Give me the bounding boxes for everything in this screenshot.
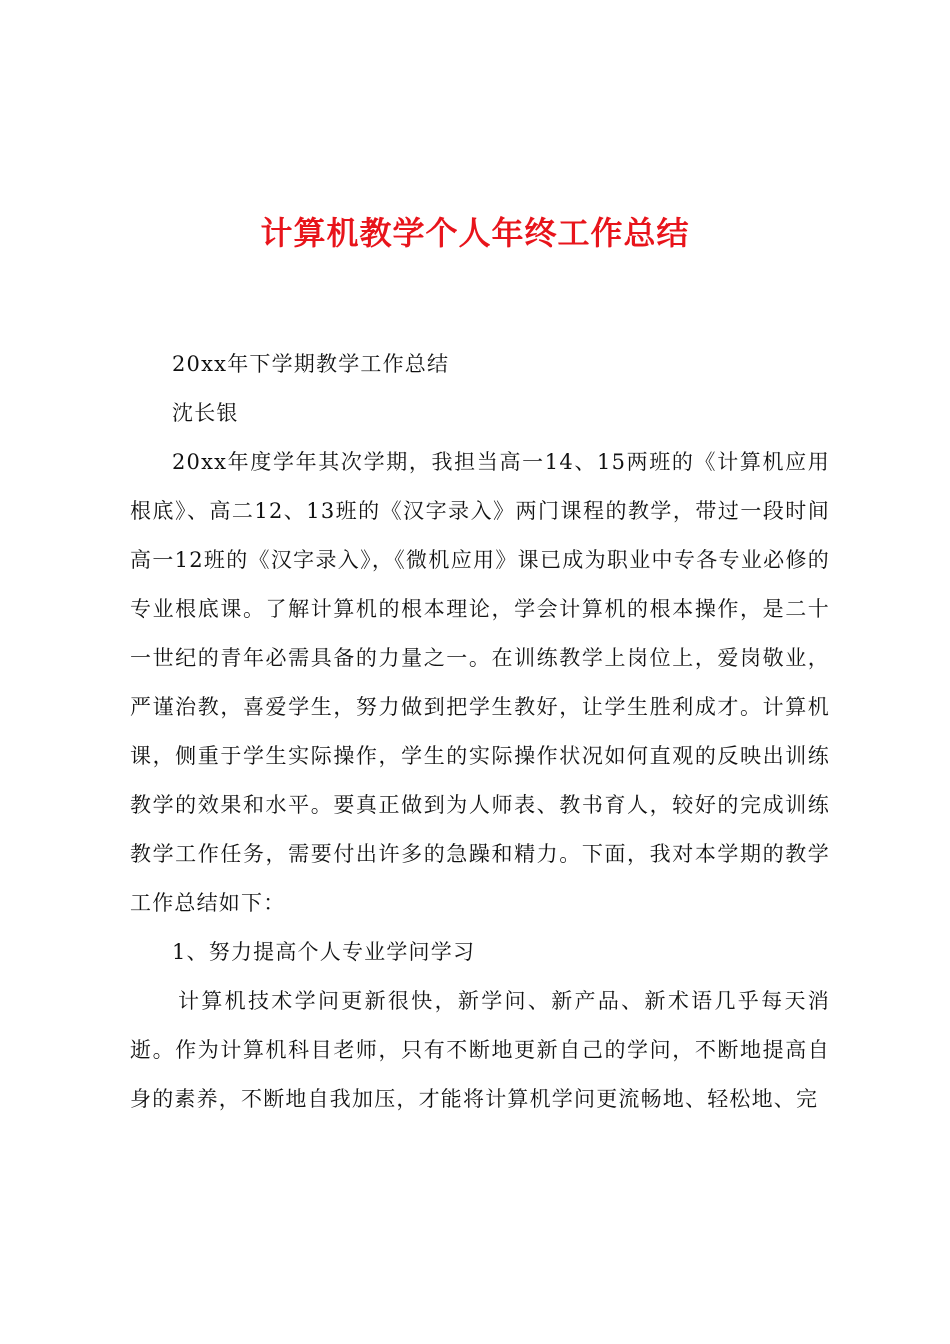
body-paragraph: 计算机技术学问更新很快，新学问、新产品、新术语几乎每天消逝。作为计算机科目老师，只有不断地更新自己的学问，不断地提高自身的素养，不断地自我加压，才能将计算机学问更流畅地、轻松地、完	[130, 989, 830, 1111]
document-body	[130, 340, 830, 1124]
author-line: 沈长银	[172, 401, 239, 425]
subtitle-line: 20xx年下学期教学工作总结	[172, 352, 450, 376]
document-title: 计算机教学个人年终工作总结	[260, 214, 690, 252]
body-paragraph: 20xx年度学年其次学期，我担当高一14、15两班的《计算机应用根底》、高二12、13班的《汉字录入》两门课程的教学，带过一段时间高一12班的《汉字录入》，《微机应用》课已成为职业中专各专业必修的专业根底课。了解计算机的根本理论，学会计算机的根本操作，是二十一世纪的青年必需具备的力量之一。在训练教学上岗位上，爱岗敬业，严谨治教，喜爱学生，努力做到把学生教好，让学生胜利成才。计算机课，侧重于学生实际操作，学生的实际操作状况如何直观的反映出训练教学的效果和水平。要真正做到为人师表、教书育人，较好的完成训练教学工作任务，需要付出许多的急躁和精力。下面，我对本学期的教学工作总结如下：	[130, 450, 830, 915]
section-heading: 1、努力提高个人专业学问学习	[172, 940, 476, 964]
